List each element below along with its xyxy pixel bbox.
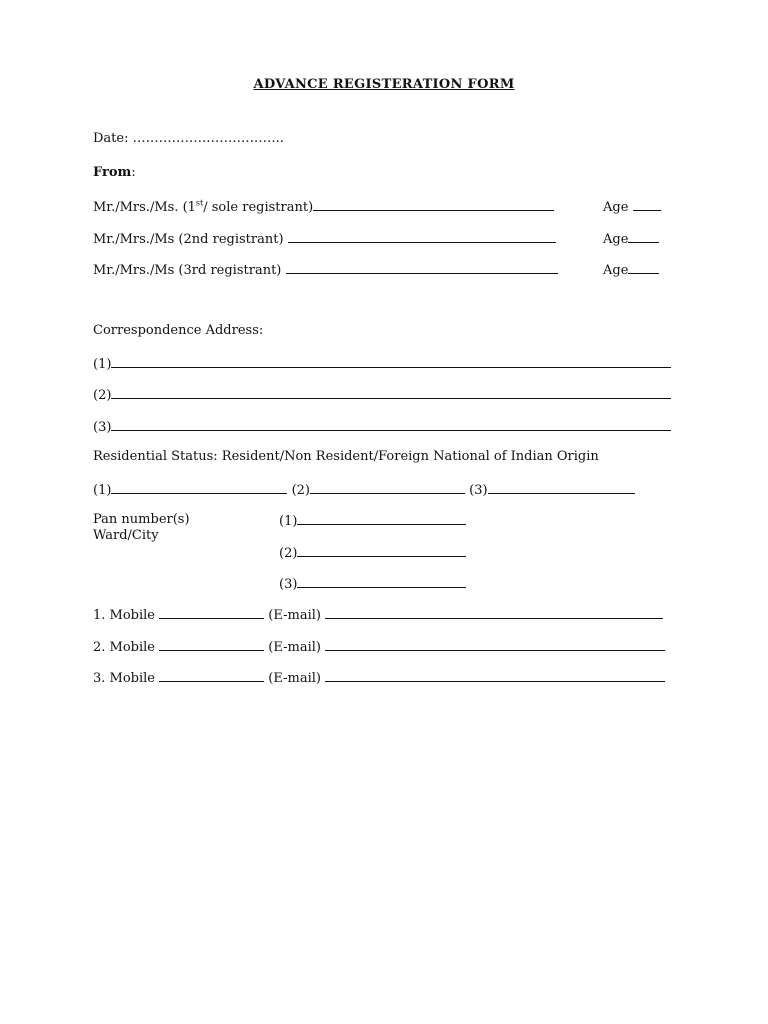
pan-field-row-1 (279, 512, 466, 530)
address-number: (2) (93, 388, 112, 403)
address-field[interactable] (111, 355, 671, 368)
email-field[interactable] (325, 669, 665, 682)
registrant-name-field[interactable] (286, 261, 558, 274)
mobile-label: 1. Mobile (93, 608, 156, 623)
date-label: Date: (93, 131, 129, 146)
registrant-row-3 (93, 261, 558, 279)
mobile-field[interactable] (159, 606, 264, 619)
mobile-field[interactable] (159, 638, 264, 651)
mobile-label: 2. Mobile (93, 640, 156, 655)
status-number: (2) (291, 483, 310, 498)
pan-label: Pan number(s) (93, 512, 190, 527)
pan-field[interactable] (297, 512, 466, 525)
mobile-label: 3. Mobile (93, 671, 156, 686)
date-row (93, 131, 284, 147)
form-title: ADVANCE REGISTERATION FORM (253, 77, 515, 92)
pan-field-row-3 (279, 575, 466, 593)
age-label: Age (603, 232, 629, 247)
status-field[interactable] (111, 481, 287, 494)
registrant-label: Mr./Mrs./Ms (3rd registrant) (93, 263, 282, 278)
ward-label: Ward/City (93, 528, 159, 543)
status-field[interactable] (310, 481, 465, 494)
contact-row-3 (93, 669, 665, 687)
from-label: From (93, 165, 132, 180)
registrant-superscript: st (195, 198, 204, 208)
pan-number: (2) (279, 546, 298, 561)
age-field[interactable] (628, 230, 659, 243)
age-field[interactable] (628, 261, 659, 274)
address-line-2 (93, 386, 671, 404)
email-field[interactable] (325, 638, 665, 651)
address-number: (1) (93, 357, 112, 372)
age-row-2 (603, 230, 659, 248)
email-label: (E-mail) (268, 608, 321, 623)
contact-row-2 (93, 638, 665, 656)
age-row-3 (603, 261, 659, 279)
pan-field-row-2 (279, 544, 466, 562)
address-field[interactable] (111, 418, 671, 431)
from-row (93, 165, 136, 181)
registrant-row-2 (93, 230, 556, 248)
registrant-row-1 (93, 198, 554, 216)
contact-row-1 (93, 606, 663, 624)
status-number: (1) (93, 483, 112, 498)
correspondence-label: Correspondence Address: (93, 323, 264, 338)
email-label: (E-mail) (268, 671, 321, 686)
pan-field[interactable] (297, 544, 466, 557)
registrant-suffix: / sole registrant) (203, 200, 314, 215)
age-row-1 (603, 198, 661, 216)
address-line-1 (93, 355, 671, 373)
from-colon: : (131, 165, 136, 180)
registrant-label: Mr./Mrs./Ms (2nd registrant) (93, 232, 284, 247)
registrant-name-field[interactable] (288, 230, 556, 243)
address-number: (3) (93, 420, 112, 435)
residential-status: Residential Status: Resident/Non Resident/Foreign National of Indian Origin (93, 449, 599, 464)
registrant-prefix: Mr./Mrs./Ms. (1 (93, 200, 196, 215)
status-number: (3) (469, 483, 488, 498)
address-line-3 (93, 418, 671, 436)
pan-number: (1) (279, 514, 298, 529)
email-field[interactable] (325, 606, 663, 619)
pan-field[interactable] (297, 575, 466, 588)
registrant-name-field[interactable] (313, 198, 554, 211)
status-fields-row (93, 481, 635, 499)
age-field[interactable] (633, 198, 661, 211)
status-field[interactable] (488, 481, 635, 494)
mobile-field[interactable] (159, 669, 264, 682)
pan-number: (3) (279, 577, 298, 592)
age-label: Age (603, 200, 629, 215)
date-field[interactable]: …………………………….. (132, 131, 284, 146)
registrant-label (93, 200, 313, 215)
address-field[interactable] (111, 386, 671, 399)
email-label: (E-mail) (268, 640, 321, 655)
age-label: Age (603, 263, 629, 278)
